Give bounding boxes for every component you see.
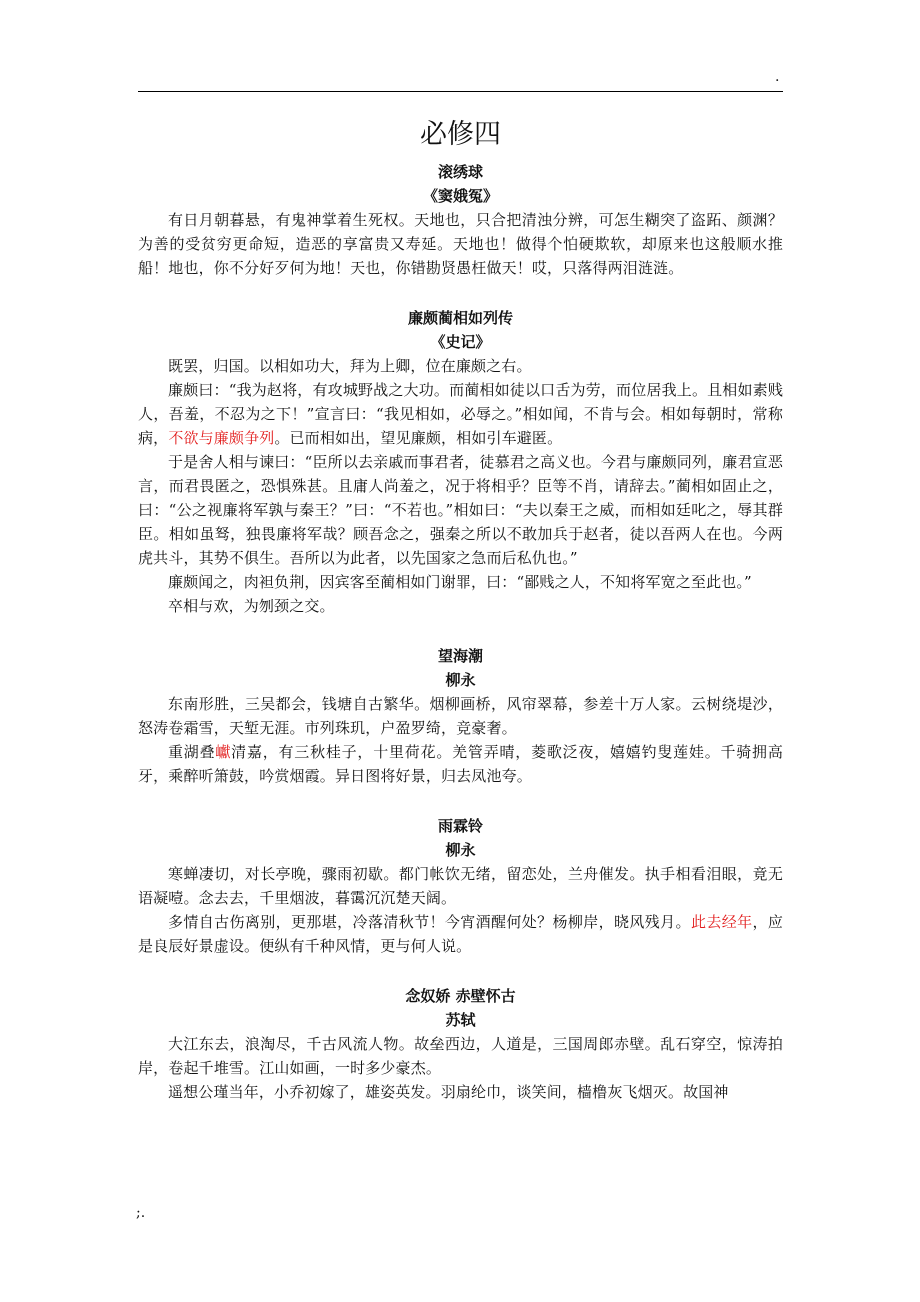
sections-container xyxy=(138,160,783,1104)
paragraph-text: 大江东去，浪淘尽，千古风流人物。故垒西边，人道是，三国周郎赤壁。乱石穿空，惊涛拍岸，卷起千堆雪。江山如画，一时多少豪杰。 xyxy=(138,1035,783,1077)
paragraph xyxy=(138,450,783,570)
section-title: 雨霖铃 xyxy=(437,817,483,835)
section-source: 《窦娥冤》 xyxy=(422,187,498,205)
section-source: 苏轼 xyxy=(445,1011,476,1029)
header-mark: . xyxy=(775,69,780,85)
section xyxy=(138,984,783,1104)
paragraph-text: 于是舍人相与谏曰：“臣所以去亲戚而事君者，徒慕君之高义也。今君与廉颇同列，廉君宣恶言，而君畏匿之，恐惧殊甚。且庸人尚羞之，况于将相乎？臣等不肖，请辞去。”蔺相如固止之，曰：“公之视廉将军孰与秦王？”曰：“不若也。”相如曰：“夫以秦王之威，而相如廷叱之，辱其群臣。相如虽驽，独畏廉将军哉？顾吾念之，强秦之所以不敢加兵于赵者，徒以吾两人在也。今两虎共斗，其势不俱生。吾所以为此者，以先国家之急而后私仇也。” xyxy=(138,453,783,567)
paragraph xyxy=(138,1080,783,1104)
paragraph xyxy=(138,208,783,280)
paragraph xyxy=(138,570,783,594)
paragraph-text: 遥想公瑾当年，小乔初嫁了，雄姿英发。羽扇纶巾，谈笑间，樯橹灰飞烟灭。故国神 xyxy=(168,1083,729,1101)
paragraph xyxy=(138,692,783,740)
section xyxy=(138,814,783,958)
paragraph xyxy=(138,910,783,958)
paragraph xyxy=(138,378,783,450)
highlighted-text: 不欲与廉颇争列 xyxy=(168,429,275,447)
section xyxy=(138,644,783,788)
highlighted-text: 巘 xyxy=(215,743,232,761)
section-title: 廉颇蔺相如列传 xyxy=(407,309,513,327)
paragraph xyxy=(138,594,783,618)
section-title: 滚绣球 xyxy=(437,163,483,181)
section xyxy=(138,160,783,280)
section xyxy=(138,306,783,618)
paragraph-text: 东南形胜，三吴都会，钱塘自古繁华。烟柳画桥，风帘翠幕，参差十万人家。云树绕堤沙，怒涛卷霜雪，天堑无涯。市列珠玑，户盈罗绮，竞豪奢。 xyxy=(138,695,783,737)
header-rule xyxy=(138,91,783,92)
paragraph-text: 清嘉，有三秋桂子，十里荷花。羌管弄晴，菱歌泛夜，嬉嬉钓叟莲娃。千骑拥高牙，乘醉听箫鼓，吟赏烟霞。异日图将好景，归去凤池夸。 xyxy=(138,743,783,785)
paragraph-text: 寒蝉凄切，对长亭晚，骤雨初歇。都门帐饮无绪，留恋处，兰舟催发。执手相看泪眼，竟无语凝噎。念去去，千里烟波，暮霭沉沉楚天阔。 xyxy=(138,865,783,907)
paragraph xyxy=(138,354,783,378)
paragraph xyxy=(138,862,783,910)
page-title: 必修四 xyxy=(420,119,501,150)
section-title: 念奴娇 赤壁怀古 xyxy=(405,987,516,1005)
paragraph-text: 。已而相如出，望见廉颇，相如引车避匿。 xyxy=(274,429,563,447)
paragraph-text: 廉颇闻之，肉袒负荆，因宾客至蔺相如门谢罪，曰：“鄙贱之人，不知将军宽之至此也。” xyxy=(168,573,752,591)
paragraph-text: 既罢，归国。以相如功大，拜为上卿，位在廉颇之右。 xyxy=(168,357,532,375)
section-source: 《史记》 xyxy=(430,333,491,351)
paragraph-text: 多情自古伤离别，更那堪，冷落清秋节！今宵酒醒何处？杨柳岸，晓风残月。 xyxy=(168,913,691,931)
document-body xyxy=(138,115,783,1104)
paragraph-text: 重湖叠 xyxy=(168,743,216,761)
paragraph xyxy=(138,740,783,788)
highlighted-text: 此去经年 xyxy=(690,913,753,931)
paragraph-text: 廉颇曰：“我为赵将，有攻城野战之大功。而蔺相如徒以口舌为劳，而位居我上。且相如素贱人，吾羞，不忍为之下！”宣言曰：“我见相如，必辱之。”相如闻，不肯与会。相如每朝时，常称病， xyxy=(138,381,783,447)
section-source: 柳永 xyxy=(445,841,476,859)
paragraph xyxy=(138,1032,783,1080)
footer-mark: ;. xyxy=(136,1205,146,1221)
section-source: 柳永 xyxy=(445,671,476,689)
paragraph-text: 有日月朝暮悬，有鬼神掌着生死权。天地也，只合把清浊分辨，可怎生糊突了盗跖、颜渊？为善的受贫穷更命短，造恶的享富贵又寿延。天地也！做得个怕硬欺软，却原来也这般顺水推船！地也，你不分好歹何为地！天也，你错勘贤愚枉做天！哎，只落得两泪涟涟。 xyxy=(138,211,783,277)
paragraph-text: 卒相与欢，为刎颈之交。 xyxy=(168,597,335,615)
section-title: 望海潮 xyxy=(437,647,483,665)
paragraph-text: ，应是良辰好景虚设。便纵有千种风情，更与何人说。 xyxy=(138,913,783,955)
